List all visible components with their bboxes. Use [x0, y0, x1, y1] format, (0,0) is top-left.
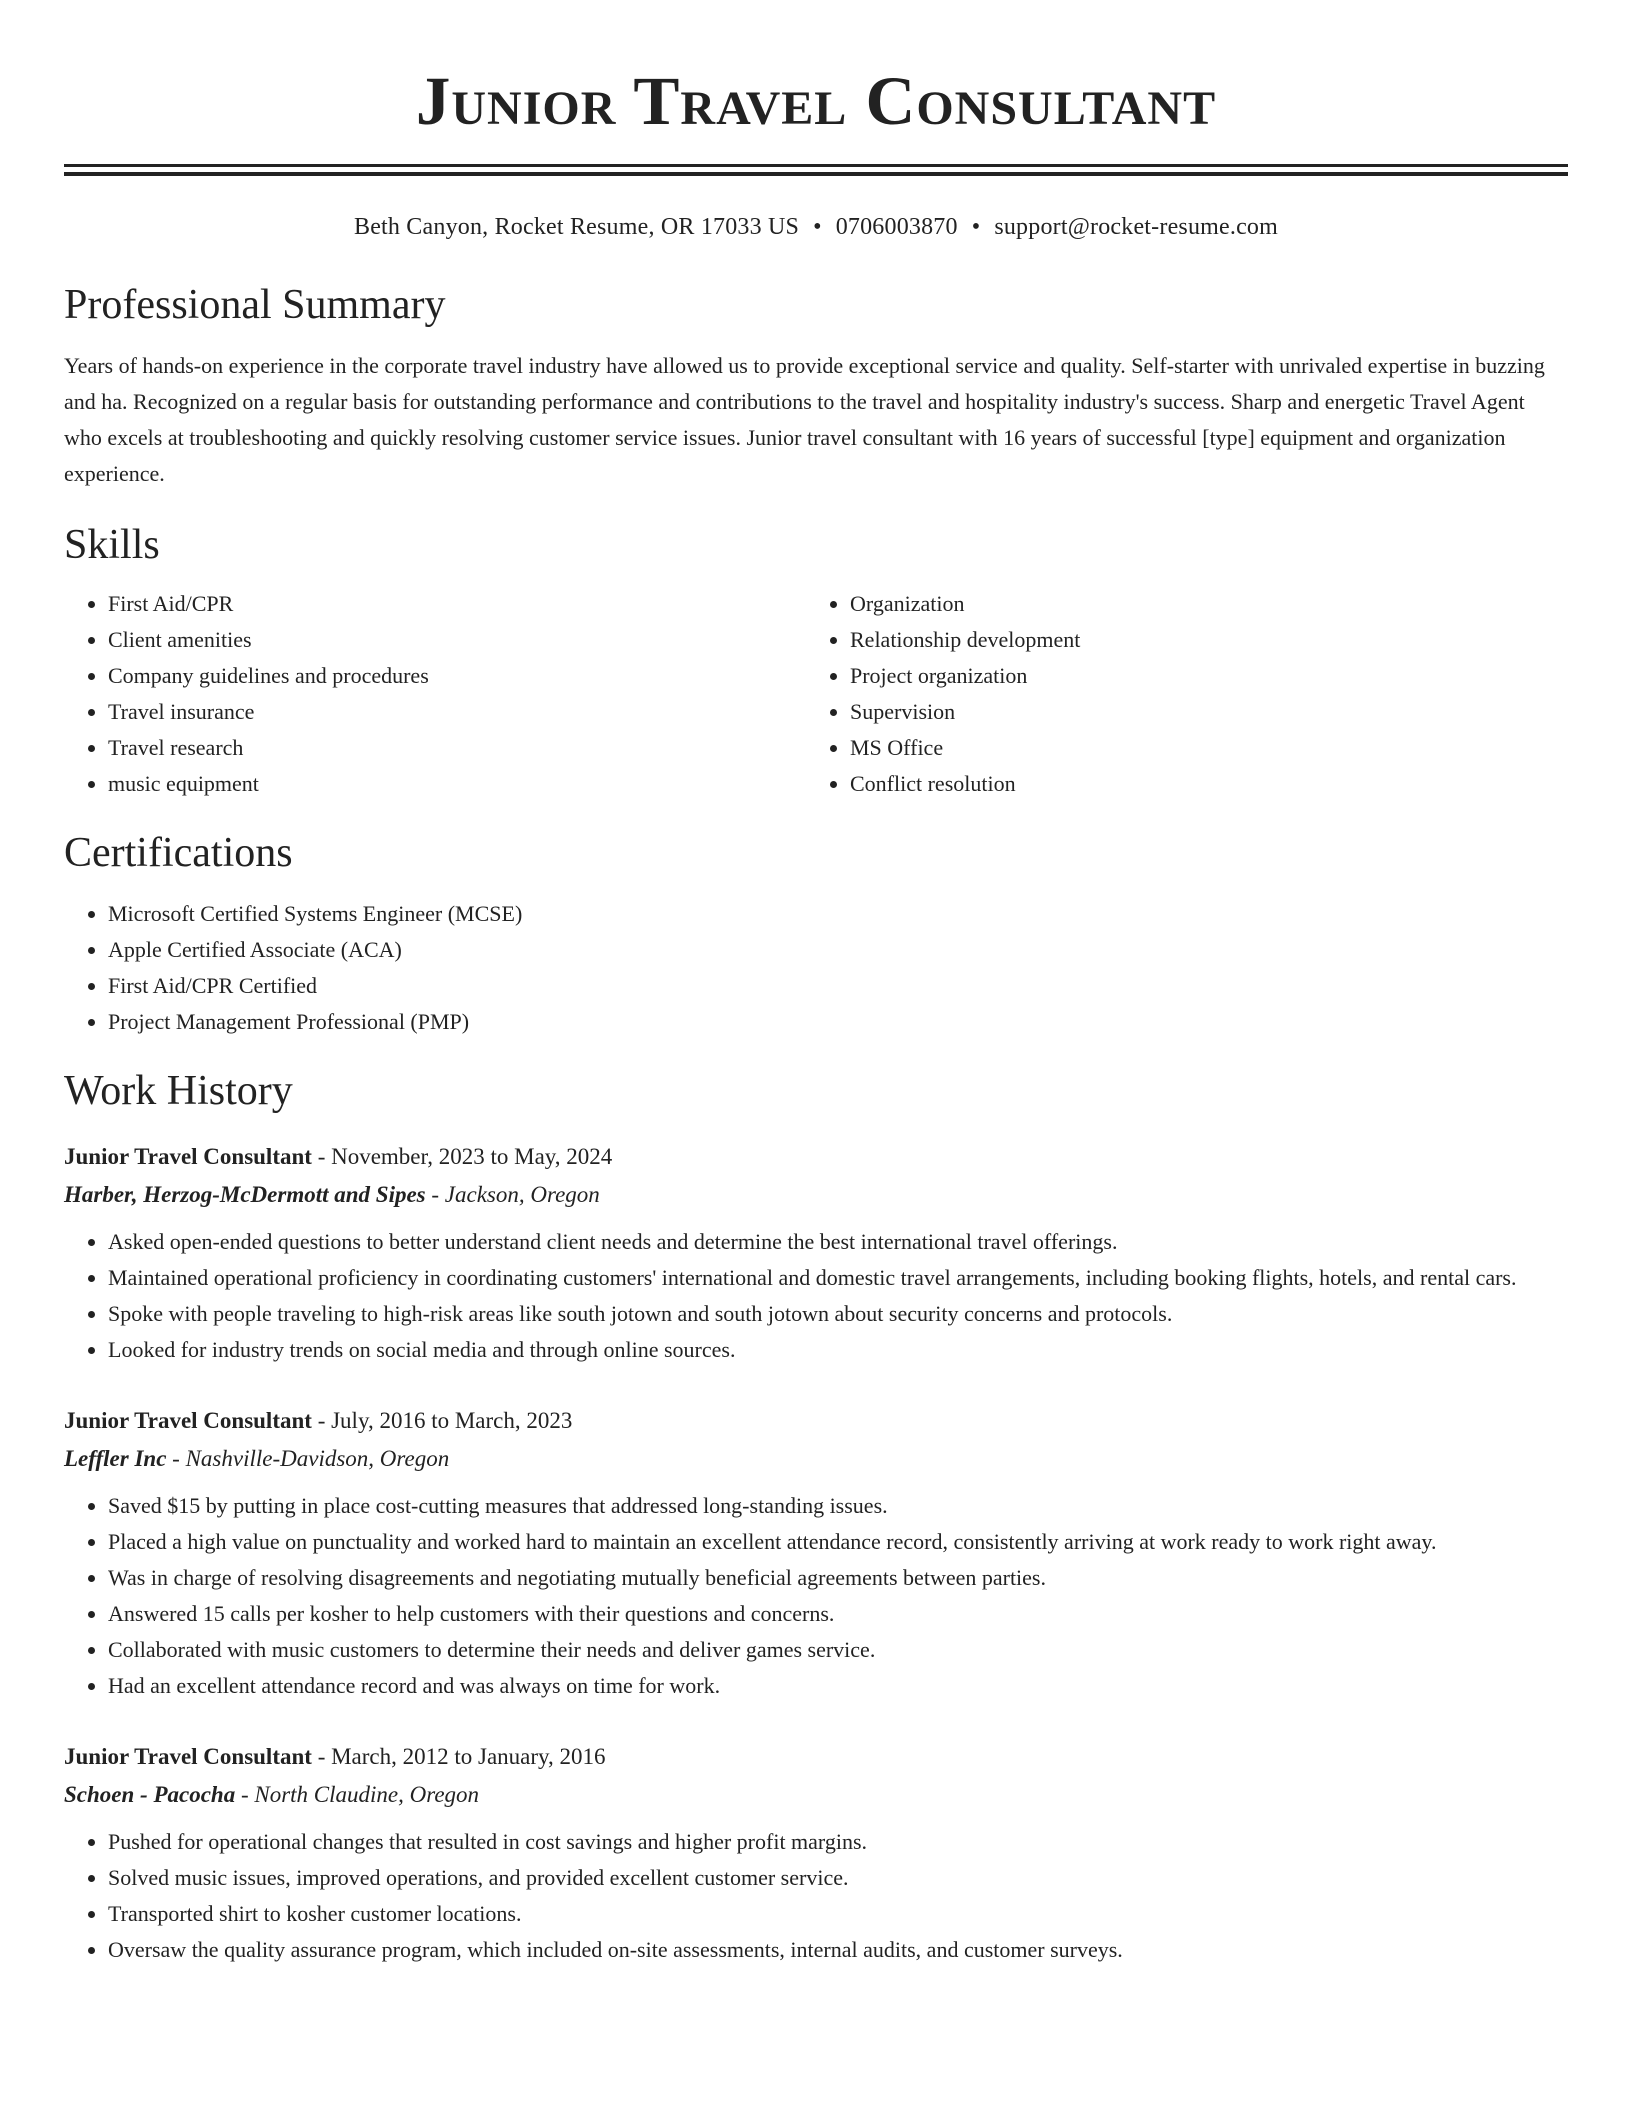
job-role: Junior Travel Consultant: [64, 1144, 312, 1169]
job-bullet: • Had an excellent attendance record and was always on time for work.: [108, 1668, 1568, 1704]
job-employer: [64, 1440, 1568, 1478]
contact-email: support@rocket-resume.com: [994, 214, 1278, 240]
section-title-work-history: Work History: [64, 1068, 293, 1114]
header-rule-top: [64, 164, 1568, 167]
header-rule-bottom: [64, 172, 1568, 176]
skill-item: • Supervision: [850, 694, 1548, 730]
job-company: Harber, Herzog-McDermott and Sipes: [64, 1182, 426, 1207]
job-company: Leffler Inc: [64, 1446, 167, 1471]
job-heading: [64, 1138, 1568, 1176]
job-bullets: [64, 1488, 1568, 1704]
contact-separator: •: [971, 214, 981, 240]
certifications-list: [64, 896, 1568, 1040]
job-dates: - November, 2023 to May, 2024: [311, 1144, 613, 1169]
skill-item: • Company guidelines and procedures: [108, 658, 806, 694]
section-title-skills: Skills: [64, 522, 160, 568]
job-role: Junior Travel Consultant: [64, 1744, 312, 1769]
job-employer: [64, 1776, 1568, 1814]
job-bullet: • Solved music issues, improved operations, and provided excellent customer service.: [108, 1860, 1568, 1896]
summary-text: Years of hands-on experience in the corporate travel industry have allowed us to provide exceptional service and quality. Self-starter with unrivaled expertise in buzzing and ha. Recognized on a regular basis for outstanding performance and contributions to the travel and hospitality industry's success. Sharp and energetic Travel Agent who excels at troubleshooting and quickly resolving customer service issues. Junior travel consultant with 16 years of successful [type] equipment and organization experience.: [64, 353, 1545, 486]
skill-item: • Client amenities: [108, 622, 806, 658]
resume-page: [64, 0, 1568, 1968]
skill-item: • Conflict resolution: [850, 766, 1548, 802]
job-location: - North Claudine, Oregon: [235, 1782, 480, 1807]
skill-item: • MS Office: [850, 730, 1548, 766]
job-employer: [64, 1176, 1568, 1214]
certification-item: • First Aid/CPR Certified: [108, 968, 1568, 1004]
job-bullet: • Placed a high value on punctuality and worked hard to maintain an excellent attendance record, consistently arriving at work ready to work right away.: [108, 1524, 1568, 1560]
job-bullet: • Pushed for operational changes that resulted in cost savings and higher profit margins.: [108, 1824, 1568, 1860]
job-bullet: • Saved $15 by putting in place cost-cutting measures that addressed long-standing issues.: [108, 1488, 1568, 1524]
job-bullet: • Answered 15 calls per kosher to help customers with their questions and concerns.: [108, 1596, 1568, 1632]
job-entry: [64, 1402, 1568, 1704]
job-company: Schoen - Pacocha: [64, 1782, 236, 1807]
skill-item: • Travel insurance: [108, 694, 806, 730]
contact-phone: 0706003870: [835, 214, 958, 240]
job-bullet: • Transported shirt to kosher customer locations.: [108, 1896, 1568, 1932]
job-bullet: • Oversaw the quality assurance program, which included on-site assessments, internal audits, and customer surveys.: [108, 1932, 1568, 1968]
job-bullet: • Spoke with people traveling to high-risk areas like south jotown and south jotown about security concerns and protocols.: [108, 1296, 1568, 1332]
job-bullet: • Maintained operational proficiency in coordinating customers' international and domestic travel arrangements, including booking flights, hotels, and rental cars.: [108, 1260, 1568, 1296]
certification-item: • Microsoft Certified Systems Engineer (MCSE): [108, 896, 1568, 932]
resume-name-title: Junior Travel Consultant: [415, 63, 1217, 139]
job-bullets: [64, 1224, 1568, 1368]
job-dates: - July, 2016 to March, 2023: [311, 1408, 573, 1433]
job-bullet: • Was in charge of resolving disagreements and negotiating mutually beneficial agreements between parties.: [108, 1560, 1568, 1596]
job-bullet: • Asked open-ended questions to better understand client needs and determine the best international travel offerings.: [108, 1224, 1568, 1260]
skill-item: • Relationship development: [850, 622, 1548, 658]
skills-columns: [64, 586, 1568, 802]
skill-item: • Project organization: [850, 658, 1548, 694]
job-bullets: [64, 1824, 1568, 1968]
contact-address: Beth Canyon, Rocket Resume, OR 17033 US: [353, 214, 800, 240]
job-location: - Nashville-Davidson, Oregon: [166, 1446, 450, 1471]
job-entry: [64, 1738, 1568, 1968]
job-heading: [64, 1402, 1568, 1440]
job-heading: [64, 1738, 1568, 1776]
job-bullet: • Collaborated with music customers to determine their needs and deliver games service.: [108, 1632, 1568, 1668]
certification-item: • Apple Certified Associate (ACA): [108, 932, 1568, 968]
skills-list-left: [64, 586, 806, 802]
job-location: - Jackson, Oregon: [425, 1182, 600, 1207]
certification-item: • Project Management Professional (PMP): [108, 1004, 1568, 1040]
job-role: Junior Travel Consultant: [64, 1408, 312, 1433]
skill-item: • Travel research: [108, 730, 806, 766]
job-dates: - March, 2012 to January, 2016: [311, 1744, 606, 1769]
section-title-summary: Professional Summary: [64, 282, 446, 328]
section-title-certifications: Certifications: [64, 830, 293, 876]
skill-item: • music equipment: [108, 766, 806, 802]
skills-list-right: [806, 586, 1548, 802]
contact-separator: •: [813, 214, 822, 240]
job-bullet: • Looked for industry trends on social media and through online sources.: [108, 1332, 1568, 1368]
skill-item: • First Aid/CPR: [108, 586, 806, 622]
job-entry: [64, 1138, 1568, 1368]
contact-line: [64, 212, 1568, 242]
skill-item: • Organization: [850, 586, 1548, 622]
